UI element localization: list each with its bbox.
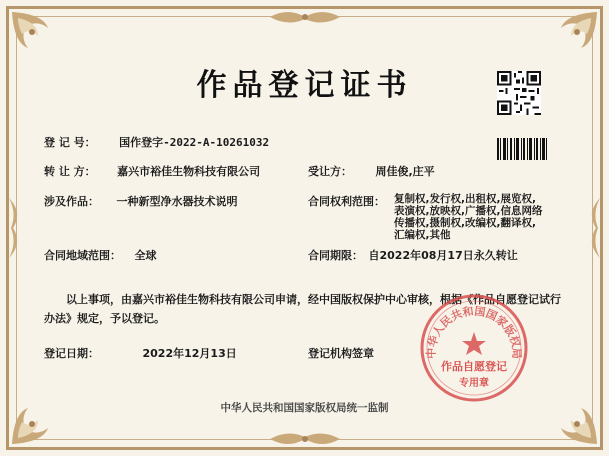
- certificate-title: 作品登记证书: [196, 68, 413, 103]
- region-label: 合同地域范围：: [44, 249, 121, 262]
- barcode-icon: [497, 138, 547, 160]
- top-ornament-icon: [270, 7, 340, 27]
- transferee-value: 周佳俊,庄平: [375, 165, 435, 178]
- statement-paragraph: 以上事项，由嘉兴市裕佳生物科技有限公司申请，经中国版权保护中心审核，根据《作品自愿登记试行办法》规定，予以登记。: [44, 293, 561, 325]
- registration-number-row: [44, 134, 269, 150]
- registration-number-value: 国作登字-2022-A-10261032: [119, 136, 270, 149]
- official-seal: [418, 292, 530, 404]
- contract-rights-label: 合同权利范围：: [308, 195, 385, 208]
- work-value: 一种新型净水器技术说明: [116, 195, 238, 208]
- transferor-row: [44, 163, 260, 179]
- work-label: 涉及作品：: [44, 195, 99, 208]
- authority-seal-label: 登记机构签章: [308, 347, 374, 360]
- side-ornament-icon: [584, 198, 602, 258]
- term-row: [308, 247, 518, 263]
- date-value: 2022年12月13日: [142, 347, 237, 360]
- term-value: 自2022年08月17日永久转让: [368, 249, 518, 262]
- seal-bottom-text: 专用章: [459, 378, 489, 389]
- contract-rights-label-row: [308, 193, 385, 209]
- side-ornament-icon: [7, 198, 25, 258]
- region-row: [44, 247, 157, 263]
- transferor-label: 转 让 方：: [44, 165, 96, 178]
- date-label: 登记日期：: [44, 347, 99, 360]
- registration-number-label: 登 记 号：: [44, 136, 96, 149]
- seal-center-text: 作品自愿登记: [441, 360, 507, 373]
- authority-seal-label-row: [308, 345, 374, 361]
- bottom-ornament-icon: [270, 429, 340, 449]
- work-row: [44, 193, 238, 209]
- svg-text:中华人民共和国国家版权局: [424, 304, 524, 359]
- date-row: [44, 345, 237, 361]
- region-value: 全球: [134, 249, 157, 262]
- contract-rights-value: 复制权,发行权,出租权,展览权,表演权,放映权,广播权,信息网络传播权,摄制权,改编权,翻译权,汇编权,其他: [394, 193, 543, 241]
- transferee-row: [308, 163, 435, 179]
- transferee-label: 受让方：: [308, 165, 352, 178]
- footer-text: 中华人民共和国国家版权局统一监制: [220, 402, 389, 414]
- term-label: 合同期限：: [308, 249, 363, 262]
- seal-ring-text: 中华人民共和国国家版权局: [424, 304, 524, 359]
- transferor-value: 嘉兴市裕佳生物科技有限公司: [117, 165, 261, 178]
- qr-code-icon[interactable]: [497, 71, 541, 115]
